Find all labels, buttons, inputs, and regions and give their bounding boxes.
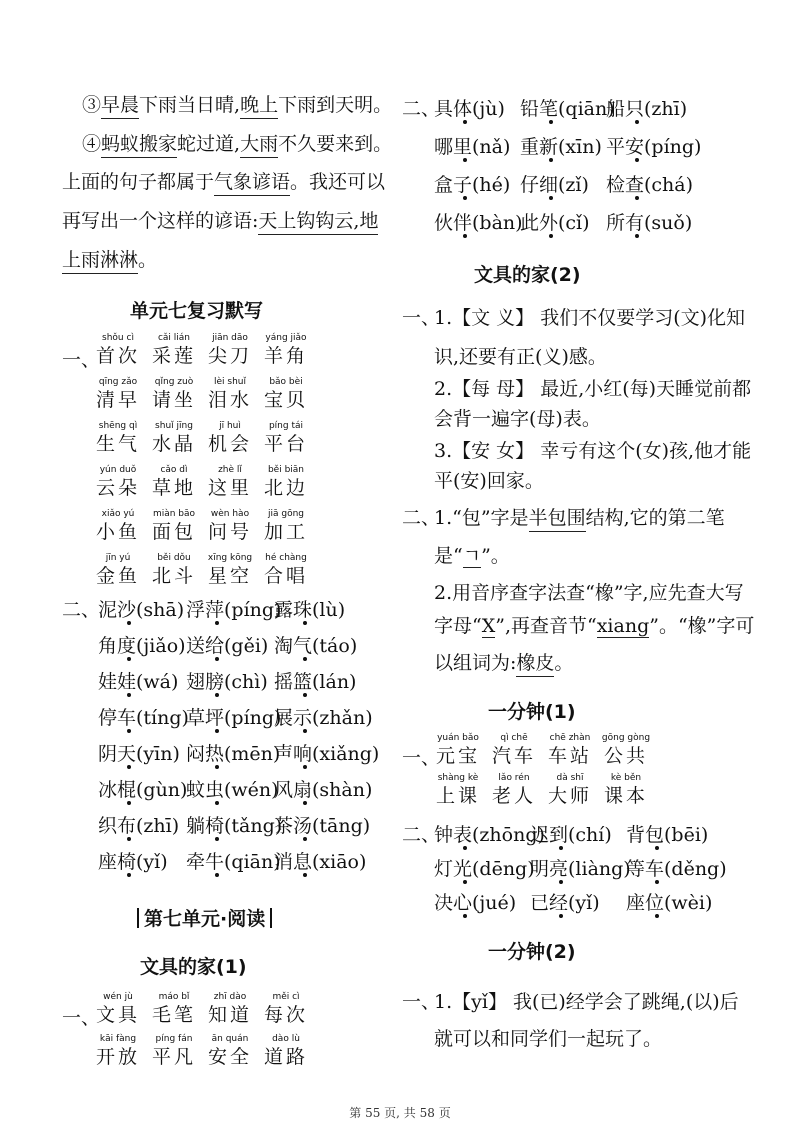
pinyin-word	[144, 333, 204, 368]
word-pinyin-item: 迟到(chí)	[530, 824, 612, 846]
pinyin-text: měi cì	[272, 992, 300, 1002]
emphasis-dot	[215, 801, 219, 805]
emphasis-dot	[303, 873, 307, 877]
wjdj2-q2-2b: 字母“X”,再查音节“xiang”。“橡”字可	[434, 615, 755, 637]
pinyin-word	[144, 377, 204, 412]
hanzi-word: 水晶	[151, 433, 196, 455]
word-pinyin-item: 声响(xiǎng)	[274, 743, 380, 765]
emphasis-dot	[127, 765, 131, 769]
pinyin-word	[428, 773, 488, 808]
pinyin-text: yuán bǎo	[437, 733, 479, 743]
pinyin-text: wèn hào	[210, 509, 250, 519]
hanzi-word: 云朵	[95, 477, 140, 499]
pinyin-text: xiǎo yú	[101, 509, 135, 519]
pinyin-word	[540, 773, 600, 808]
pinyin-text: píng fán	[155, 1034, 193, 1044]
pinyin-text: bǎo bèi	[269, 377, 303, 387]
emphasis-dot	[127, 729, 131, 733]
hanzi-word: 问号	[207, 521, 252, 543]
emphasis-dot	[303, 801, 307, 805]
hanzi-word: 小鱼	[95, 521, 140, 543]
wjdj1-label: 一、	[62, 1007, 101, 1029]
yfz2-q1b: 就可以和同学们一起玩了。	[434, 1028, 663, 1050]
pinyin-text: gōng gòng	[601, 733, 651, 743]
word-pinyin-item: 哪里(nǎ)	[434, 136, 511, 158]
pinyin-word	[256, 992, 316, 1027]
emphasis-dot	[127, 837, 131, 841]
pinyin-text: dào lù	[272, 1034, 300, 1044]
pinyin-word	[428, 733, 488, 768]
hanzi-word: 毛笔	[151, 1004, 196, 1026]
yfz2-label: 一、	[402, 991, 441, 1013]
pinyin-word	[88, 377, 148, 412]
pinyin-text: zhè lǐ	[218, 465, 242, 475]
proverb-4: ④蚂蚁搬家蛇过道,大雨不久要来到。	[82, 129, 392, 156]
hanzi-word: 宝贝	[263, 389, 308, 411]
word-pinyin-item: 浮萍(píng)	[186, 599, 282, 621]
wjdj2-q1-label: 一、	[402, 307, 441, 329]
hanzi-word: 上课	[435, 785, 480, 807]
summary-line-3: 上雨淋淋。	[62, 245, 157, 272]
word-pinyin-item: 所有(suǒ)	[606, 212, 693, 234]
pinyin-word	[596, 733, 656, 768]
word-pinyin-item: 展示(zhǎn)	[274, 707, 373, 729]
word-pinyin-item: 灯光(dēng)	[434, 858, 535, 880]
hanzi-word: 羊角	[263, 345, 308, 367]
emphasis-dot	[215, 621, 219, 625]
word-pinyin-item: 钟表(zhōng)	[434, 824, 545, 846]
pinyin-word	[256, 421, 316, 456]
word-pinyin-item: 风扇(shàn)	[274, 779, 373, 801]
pinyin-text: ān quán	[211, 1034, 249, 1044]
pinyin-word	[200, 553, 260, 588]
right-sec2-label: 二、	[402, 98, 441, 120]
emphasis-dot	[303, 693, 307, 697]
pinyin-word	[144, 992, 204, 1027]
hanzi-word: 这里	[207, 477, 252, 499]
hanzi-word: 大师	[547, 785, 592, 807]
emphasis-dot	[655, 846, 659, 850]
wjdj2-q2-1c: 是“ㄱ”。	[434, 545, 510, 567]
word-pinyin-item: 冰棍(gùn)	[98, 779, 188, 801]
pinyin-word	[88, 333, 148, 368]
emphasis-dot	[655, 880, 659, 884]
word-pinyin-item: 送给(gěi)	[186, 635, 269, 657]
emphasis-dot	[127, 873, 131, 877]
pinyin-word	[256, 377, 316, 412]
hanzi-word: 北斗	[151, 565, 196, 587]
hanzi-word: 道路	[263, 1046, 308, 1068]
pinyin-word	[88, 1034, 148, 1069]
yfz1-title: 一分钟(1)	[488, 701, 576, 723]
pinyin-word	[200, 509, 260, 544]
emphasis-dot	[655, 914, 659, 918]
hanzi-word: 生气	[95, 433, 140, 455]
emphasis-dot	[463, 880, 467, 884]
yfz2-q1: 1.【yǐ】 我(已)经学会了跳绳,(以)后	[434, 991, 739, 1013]
pinyin-word	[596, 773, 656, 808]
hanzi-word: 加工	[263, 521, 308, 543]
hanzi-word: 车站	[547, 745, 592, 767]
unit7-sec2-label: 二、	[62, 599, 101, 621]
hanzi-word: 首次	[95, 345, 140, 367]
wjdj2-q2-2c: 以组词为:橡皮。	[434, 648, 573, 675]
emphasis-dot	[463, 914, 467, 918]
word-pinyin-item: 露珠(lù)	[274, 599, 346, 621]
pinyin-word	[88, 465, 148, 500]
word-pinyin-item: 角度(jiǎo)	[98, 635, 186, 657]
emphasis-dot	[463, 120, 467, 124]
wjdj2-q1-3b: 平(安)回家。	[434, 470, 544, 492]
emphasis-dot	[549, 196, 553, 200]
pinyin-text: chē zhàn	[549, 733, 591, 743]
emphasis-dot	[215, 729, 219, 733]
word-pinyin-item: 牵牛(qiān)	[186, 851, 281, 873]
pinyin-word	[88, 992, 148, 1027]
pinyin-text: kè běn	[610, 773, 642, 783]
hanzi-word: 机会	[207, 433, 252, 455]
word-pinyin-item: 铅笔(qiān)	[520, 98, 615, 120]
pinyin-word	[144, 509, 204, 544]
hanzi-word: 平凡	[151, 1046, 196, 1068]
pinyin-text: lǎo rén	[498, 773, 530, 783]
wjdj2-q1-1: 1.【文 义】 我们不仅要学习(文)化知	[434, 307, 746, 329]
emphasis-dot	[549, 234, 553, 238]
word-pinyin-item: 决心(jué)	[434, 892, 517, 914]
word-pinyin-item: 等车(děng)	[626, 858, 727, 880]
pinyin-text: jiān dāo	[212, 333, 248, 343]
word-pinyin-item: 翅膀(chì)	[186, 671, 268, 693]
pinyin-text: běi biān	[267, 465, 305, 475]
emphasis-dot	[635, 234, 639, 238]
pinyin-word	[200, 421, 260, 456]
word-pinyin-item: 闷热(mēn)	[186, 743, 281, 765]
pinyin-word	[88, 509, 148, 544]
pinyin-word	[88, 421, 148, 456]
hanzi-word: 尖刀	[207, 345, 252, 367]
emphasis-dot	[549, 158, 553, 162]
word-pinyin-item: 仔细(zǐ)	[520, 174, 589, 196]
word-pinyin-item: 泥沙(shā)	[98, 599, 185, 621]
pinyin-text: běi dǒu	[157, 553, 191, 563]
pinyin-text: cǎo dì	[160, 465, 188, 475]
pinyin-word	[484, 733, 544, 768]
emphasis-dot	[127, 801, 131, 805]
hanzi-word: 北边	[263, 477, 308, 499]
proverb-3: ③早晨下雨当日晴,晚上下雨到天明。	[82, 90, 392, 117]
wjdj2-title: 文具的家(2)	[474, 264, 581, 286]
summary-line-2: 再写出一个这样的谚语:天上钩钩云,地	[62, 206, 378, 233]
page-footer: 第 55 页, 共 58 页	[349, 1106, 451, 1120]
summary-line-1: 上面的句子都属于气象谚语。我还可以	[62, 167, 385, 194]
pinyin-text: hé chàng	[265, 553, 307, 563]
pinyin-text: jī huì	[219, 421, 241, 431]
wjdj2-q1-2b: 会背一遍字(母)表。	[434, 408, 601, 430]
hanzi-word: 泪水	[207, 389, 252, 411]
hanzi-word: 平台	[263, 433, 308, 455]
title-bar-left	[137, 908, 139, 928]
hanzi-word: 文具	[95, 1004, 140, 1026]
word-pinyin-item: 已经(yǐ)	[530, 892, 600, 914]
wjdj2-q2-2: 2.用音序查字法查“橡”字,应先查大写	[434, 582, 744, 604]
emphasis-dot	[463, 196, 467, 200]
hanzi-word: 汽车	[491, 745, 536, 767]
emphasis-dot	[303, 621, 307, 625]
emphasis-dot	[215, 693, 219, 697]
hanzi-word: 开放	[95, 1046, 140, 1068]
pinyin-word	[144, 421, 204, 456]
pinyin-word	[540, 733, 600, 768]
hanzi-word: 清早	[95, 389, 140, 411]
word-pinyin-item: 娃娃(wá)	[98, 671, 179, 693]
wjdj2-q1-2: 2.【每 母】 最近,小红(每)天睡觉前都	[434, 378, 752, 400]
title-bar-right	[270, 908, 272, 928]
word-pinyin-item: 检查(chá)	[606, 174, 694, 196]
pinyin-text: shǒu cì	[102, 333, 134, 343]
word-pinyin-item: 明亮(liàng)	[530, 858, 631, 880]
emphasis-dot	[303, 657, 307, 661]
pinyin-text: píng tái	[268, 421, 304, 431]
pinyin-text: cǎi lián	[157, 333, 191, 343]
yfz1-label: 一、	[402, 747, 441, 769]
word-pinyin-item: 躺椅(tǎng)	[186, 815, 283, 837]
word-pinyin-item: 消息(xiāo)	[274, 851, 367, 873]
word-pinyin-item: 座椅(yǐ)	[98, 851, 168, 873]
hanzi-word: 课本	[603, 785, 648, 807]
emphasis-dot	[127, 693, 131, 697]
emphasis-dot	[215, 765, 219, 769]
hanzi-word: 面包	[151, 521, 196, 543]
emphasis-dot	[559, 880, 563, 884]
pinyin-word	[144, 1034, 204, 1069]
emphasis-dot	[215, 837, 219, 841]
word-pinyin-item: 重新(xīn)	[520, 136, 602, 158]
emphasis-dot	[127, 657, 131, 661]
emphasis-dot	[303, 729, 307, 733]
pinyin-text: máo bǐ	[158, 992, 190, 1002]
emphasis-dot	[635, 158, 639, 162]
word-pinyin-item: 茶汤(tāng)	[274, 815, 371, 837]
unit7-sec1-label: 一、	[62, 349, 101, 371]
pinyin-word	[256, 333, 316, 368]
hanzi-word: 请坐	[151, 389, 196, 411]
word-pinyin-item: 背包(bēi)	[626, 824, 709, 846]
hanzi-word: 知道	[207, 1004, 252, 1026]
pinyin-text: lèi shuǐ	[214, 377, 246, 387]
word-pinyin-item: 盒子(hé)	[434, 174, 511, 196]
hanzi-word: 每次	[263, 1004, 308, 1026]
emphasis-dot	[127, 621, 131, 625]
word-pinyin-item: 淘气(táo)	[274, 635, 358, 657]
pinyin-word	[144, 553, 204, 588]
pinyin-word	[144, 465, 204, 500]
emphasis-dot	[215, 873, 219, 877]
pinyin-text: yáng jiǎo	[265, 333, 307, 343]
pinyin-word	[256, 1034, 316, 1069]
pinyin-text: qì chē	[500, 733, 528, 743]
hanzi-word: 草地	[151, 477, 196, 499]
pinyin-word	[256, 553, 316, 588]
emphasis-dot	[635, 196, 639, 200]
emphasis-dot	[559, 914, 563, 918]
pinyin-word	[484, 773, 544, 808]
yfz1-sec2-label: 二、	[402, 824, 441, 846]
pinyin-text: dà shī	[556, 773, 584, 783]
wjdj1-title: 文具的家(1)	[140, 956, 247, 978]
word-pinyin-item: 阴天(yīn)	[98, 743, 180, 765]
pinyin-word	[256, 509, 316, 544]
word-pinyin-item: 摇篮(lán)	[274, 671, 357, 693]
emphasis-dot	[549, 120, 553, 124]
yfz2-title: 一分钟(2)	[488, 941, 576, 963]
hanzi-word: 元宝	[435, 745, 480, 767]
word-pinyin-item: 织布(zhī)	[98, 815, 180, 837]
pinyin-word	[200, 992, 260, 1027]
pinyin-text: kāi fàng	[99, 1034, 137, 1044]
emphasis-dot	[463, 846, 467, 850]
pinyin-text: shēng qì	[98, 421, 138, 431]
word-pinyin-item: 此外(cǐ)	[520, 212, 590, 234]
pinyin-word	[200, 333, 260, 368]
pinyin-text: shàng kè	[437, 773, 479, 783]
emphasis-dot	[215, 657, 219, 661]
hanzi-word: 合唱	[263, 565, 308, 587]
pinyin-text: qǐng zuò	[154, 377, 194, 387]
emphasis-dot	[635, 120, 639, 124]
pinyin-text: yún duǒ	[99, 465, 137, 475]
pinyin-text: jīn yú	[105, 553, 131, 563]
emphasis-dot	[559, 846, 563, 850]
pinyin-text: wén jù	[103, 992, 133, 1002]
pinyin-text: zhī dào	[213, 992, 247, 1002]
wjdj2-q2-label: 二、	[402, 507, 441, 529]
pinyin-word	[200, 465, 260, 500]
pinyin-text: qīng zǎo	[98, 377, 138, 387]
hanzi-word: 老人	[491, 785, 536, 807]
word-pinyin-item: 平安(píng)	[606, 136, 702, 158]
pinyin-word	[200, 377, 260, 412]
wjdj2-q1-1b: 识,还要有正(义)感。	[434, 346, 607, 368]
pinyin-text: shuǐ jīng	[155, 421, 193, 431]
emphasis-dot	[303, 765, 307, 769]
word-pinyin-item: 伙伴(bàn)	[434, 212, 523, 234]
emphasis-dot	[463, 158, 467, 162]
unit7-review-title: 单元七复习默写	[130, 300, 264, 322]
pinyin-text: jiā gōng	[267, 509, 304, 519]
pinyin-text: miàn bāo	[152, 509, 196, 519]
hanzi-word: 安全	[207, 1046, 252, 1068]
hanzi-word: 金鱼	[95, 565, 140, 587]
word-pinyin-item: 蚊虫(wén)	[186, 779, 279, 801]
wjdj2-q2-1: 1.“包”字是半包围结构,它的第二笔	[434, 503, 725, 530]
hanzi-word: 星空	[207, 565, 252, 587]
pinyin-text: xīng kōng	[207, 553, 253, 563]
pinyin-word	[88, 553, 148, 588]
word-pinyin-item: 座位(wèi)	[626, 892, 713, 914]
hanzi-word: 采莲	[151, 345, 196, 367]
pinyin-word	[200, 1034, 260, 1069]
hanzi-word: 公共	[603, 745, 648, 767]
word-pinyin-item: 具体(jù)	[434, 98, 505, 120]
emphasis-dot	[303, 837, 307, 841]
word-pinyin-item: 船只(zhī)	[606, 98, 688, 120]
pinyin-word	[256, 465, 316, 500]
word-pinyin-item: 停车(tíng)	[98, 707, 189, 729]
reading-title: 第七单元·阅读	[132, 904, 277, 931]
word-pinyin-item: 草坪(píng)	[186, 707, 282, 729]
wjdj2-q1-3: 3.【安 女】 幸亏有这个(女)孩,他才能	[434, 440, 752, 462]
emphasis-dot	[463, 234, 467, 238]
